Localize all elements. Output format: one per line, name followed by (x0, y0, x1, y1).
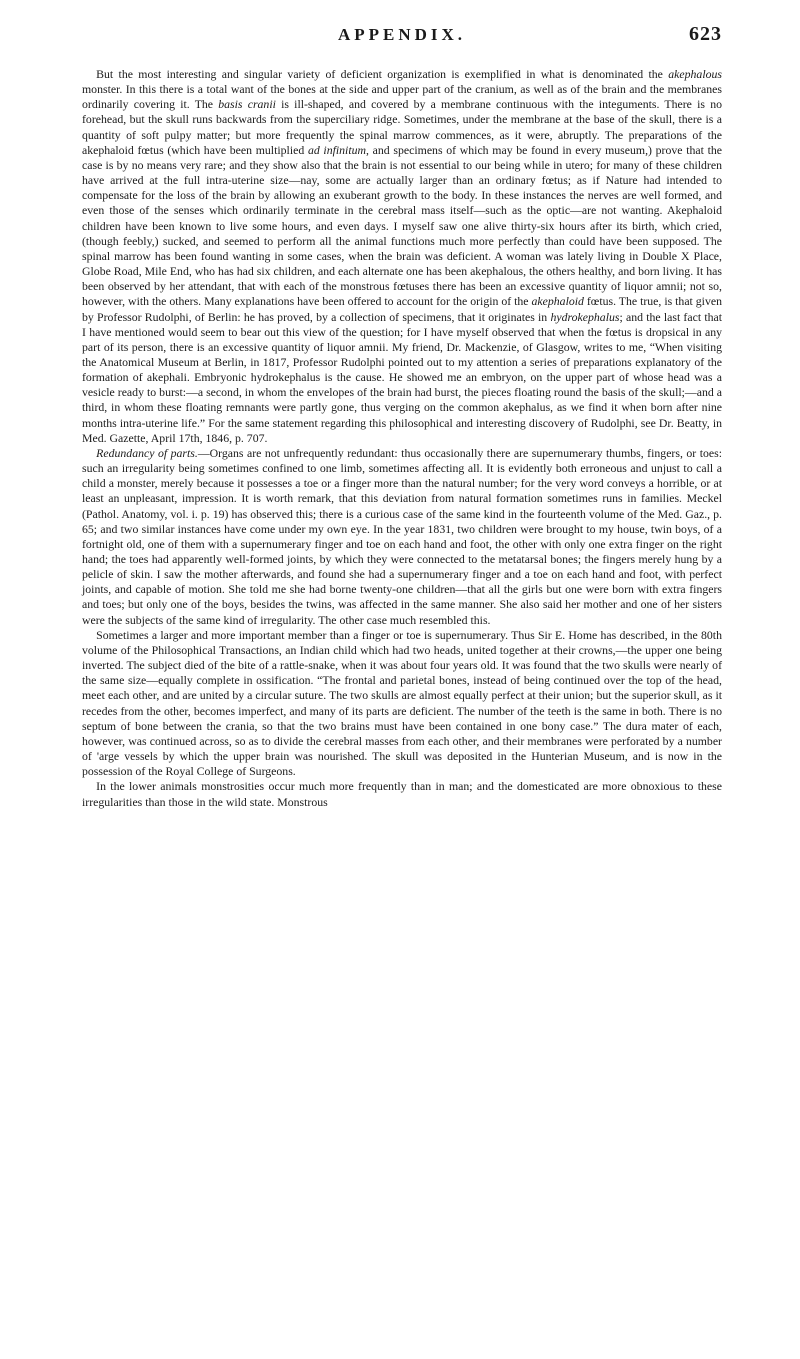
paragraph (82, 628, 722, 780)
page-header (82, 25, 722, 49)
text-run: , and specimens of which may be found in every museum,) prove that the case is by no means very rare; and they show also that the brain is not essential to our being while in utero; for many of these children have arrived at the full intra-uterine size—nay, some are actually larger than an ordinary fœtus; as if Nature had intended to compensate for the loss of the brain by allowing an exuberant growth to the body. In these instances the nerves are well formed, and even those of the senses which ordinarily terminate in the cerebral mass itself—such as the optic—are not wanting. Akephaloid children have been known to live some hours, and even days. I myself saw one alive thirty-six hours after its birth, which cried, (though feebly,) sucked, and seemed to perform all the animal functions much more perfectly than could have been supposed. The spinal marrow has been found wanting in some cases, when the brain was deficient. A woman was lately living in Double X Place, Globe Road, Mile End, who has had six children, and each alternate one has been akephalous, the others healthy, and born living. It has been observed by her attendant, that with each of the monstrous fœtuses there has been an excessive quantity of liquor amnii; not so, however, with the others. Many explanations have been offered to account for the origin of the (82, 142, 722, 309)
page-number: 623 (689, 23, 722, 45)
italic-run: akephalous (668, 67, 722, 81)
body-text (82, 67, 722, 810)
paragraph (82, 67, 722, 446)
text-run: is ill-shaped, and covered by a membrane continuous with the integuments. There is no forehead, but the skull runs backwards from the superciliary ridge. Sometimes, under the membrane at the base of the skull, there is a quantity of soft pulpy matter; but more frequently the spinal marrow commences, as it were, abruptly. The preparations of the akephaloid fœtus (which have been multiplied (82, 97, 722, 157)
italic-run: Redundancy of parts. (96, 445, 198, 460)
text-run: But the most interesting and singular variety of deficient organization is exemplified in what is denominated the (96, 67, 669, 81)
text-run: monster. In this there is a total want of the bones at the side and upper part of the cranium, as well as of the brain and the membranes ordinarily covering it. The (82, 82, 722, 112)
text-run: Sometimes a larger and more important member than a finger or toe is supernumerary. Thus Sir E. Home has described, in the 80th volume of the Philosophical Transactions, an Indian child which had two heads, united together at their crowns,—the upper one being inverted. The subject died of the bite of a rattle-snake, when it was about four years old. It was found that the two skulls were nearly of the same size—equally complete in ossification. “The frontal and parietal bones, instead of being continued over the top of the head, meet each other, and are united by a circular suture. The two skulls are almost equally perfect at their union; but the superior skull, as it recedes from the other, becomes imperfect, and many of its parts are deficient. The number of the teeth is the same in both. There is no septum of bone between the crania, so that the two brains must have been contained in one bony case.” The dura mater of each, however, was continued across, so as to divide the cerebral masses from each other, and their membranes were perforated by a number of 'arge vessels by which the upper brain was nourished. The skull was deposited in the Hunterian Museum, and is now in the possession of the Royal College of Surgeons. (82, 627, 722, 779)
text-run: ; and the last fact that I have mentioned would seem to bear out this view of the question; for I have myself observed that when the fœtus is dropsical in any part of its person, there is an excessive quantity of liquor amnii. My friend, Dr. Mackenzie, of Glasgow, writes to me, “When visiting the Anatomical Museum at Berlin, in 1817, Professor Rudolphi pointed out to my attention a series of preparations explanatory of the formation of akephali. Embryonic hydrokephalus is the cause. He showed me an embryon, on the upper part of whose head was a vesicle ready to burst:—a second, in whom the envelopes of the brain had burst, the pieces floating round the basis of the skull;—and a third, in whom these floating remnants were partly gone, thus verging on the common akephalus, as we find it when born after nine months intra-uterine life.” For the same statement regarding this philosophical and interesting discovery of Rudolphi, see Dr. Beatty, in Med. Gazette, April 17th, 1846, p. 707. (82, 309, 723, 445)
paragraph (82, 779, 722, 809)
paragraph (82, 446, 722, 628)
italic-run: hydrokephalus (550, 309, 620, 324)
running-title: APPENDIX. (337, 25, 467, 44)
italic-run: akephaloid (531, 294, 584, 309)
text-run: fœtus. The true, is that given by Professor Rudolphi, of Berlin: he has proved, by a collection of specimens, that it originates in (82, 294, 722, 324)
italic-run: basis cranii (218, 97, 276, 112)
text-run: In the lower animals monstrosities occur much more frequently than in man; and the domesticated are more obnoxious to these irregularities than those in the wild state. Monstrous (82, 779, 722, 809)
text-run: —Organs are not unfrequently redundant: thus occasionally there are supernumerary thumbs, fingers, or toes: such an irregularity being sometimes confined to one limb, sometimes affecting all. It is evidently both erroneous and unjust to call a child a monster, merely because it possesses a toe or a finger more than the natural number; for the very word conveys a horrible, or at least an unpleasant, impression. It is worth remark, that this deviation from natural formation sometimes runs in families. Meckel (Pathol. Anatomy, vol. i. p. 19) has observed this; there is a curious case of the same kind in the fourteenth volume of the Med. Gaz., p. 65; and two similar instances have come under my own eye. In the year 1831, two children were brought to my house, twin boys, of a fortnight old, one of them with a supernumerary finger and toe on each hand and foot, the other with only one extra finger on the right hand; the toes had apparently well-formed joints, by which they were connected to the metatarsal bones; the fingers merely hung by a pelicle of skin. I saw the mother afterwards, and found she had a supernumerary finger and a toe on each hand and foot, with perfect joints, and capable of motion. She told me she had borne twenty-one children—that all the girls but one were born with extra fingers and toes; but only one of the boys, besides the twins, was affected in the same manner. She also said her mother and one of her sisters were the subjects of the same kind of irregularity. The other case much resembled this. (82, 445, 722, 627)
italic-run: ad infinitum (307, 142, 367, 157)
